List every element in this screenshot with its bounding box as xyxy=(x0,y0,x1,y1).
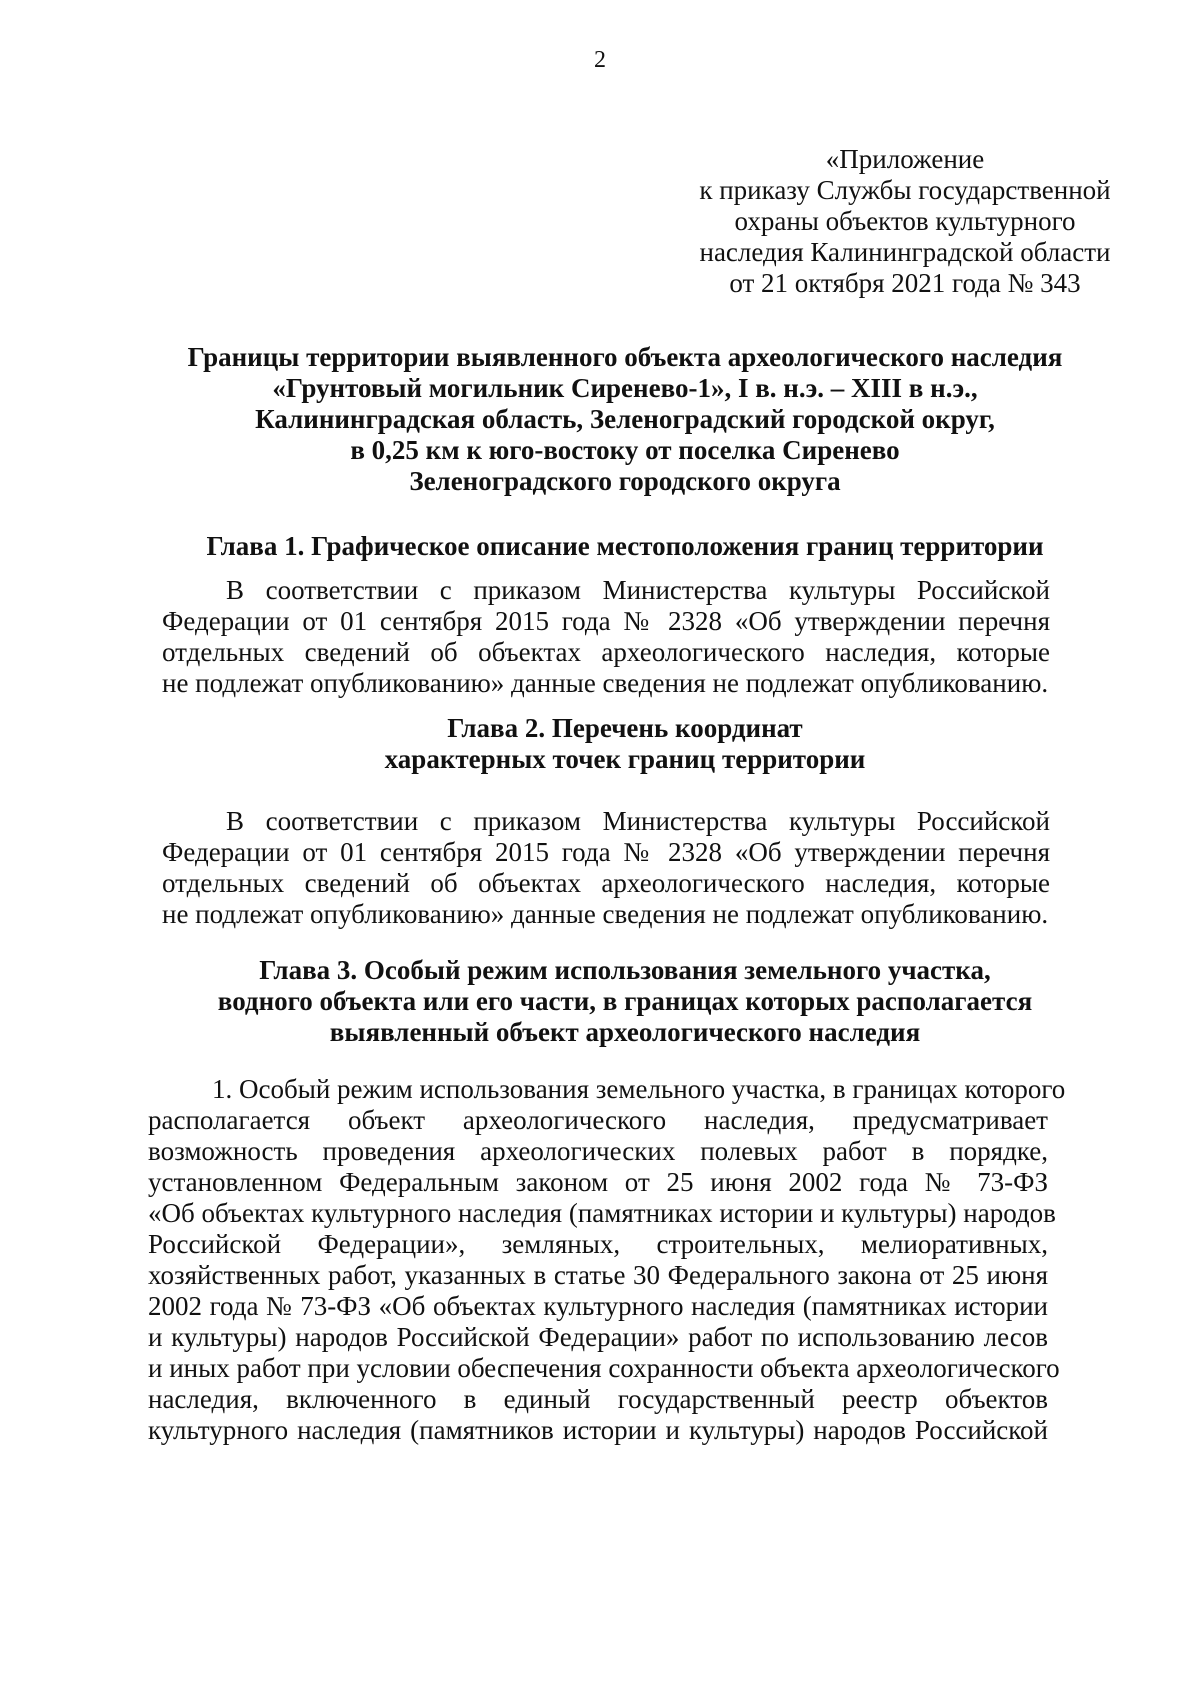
heading-line: Глава 1. Графическое описание местоположения границ территории xyxy=(206,531,1044,561)
heading-line: характерных точек границ территории xyxy=(384,744,866,774)
document-title xyxy=(150,342,1100,497)
heading-line: Глава 3. Особый режим использования земельного участка, xyxy=(259,955,991,985)
chapter-1-heading xyxy=(150,531,1100,562)
appendix-line: от 21 октября 2021 года № 343 xyxy=(729,268,1081,298)
paragraph-line: культурного наследия (памятников истории и культуры) народов Российской xyxy=(148,1415,1048,1445)
heading-line: водного объекта или его части, в границах которых располагается xyxy=(217,986,1033,1016)
appendix-line: «Приложение xyxy=(825,144,985,174)
chapter-1-paragraph xyxy=(162,575,1050,699)
page-number: 2 xyxy=(594,47,606,73)
chapter-3-heading xyxy=(150,955,1100,1048)
paragraph-line: не подлежат опубликованию» данные сведения не подлежат опубликованию. xyxy=(162,899,1049,929)
chapter-3-paragraph xyxy=(148,1074,1066,1446)
title-line: Границы территории выявленного объекта археологического наследия xyxy=(187,342,1063,372)
appendix-header xyxy=(690,144,1120,299)
appendix-line: наследия Калининградской области xyxy=(699,237,1111,267)
title-line: Зеленоградского городского округа xyxy=(409,466,841,496)
title-line: в 0,25 км к юго-востоку от поселка Сиренево xyxy=(350,435,900,465)
paragraph-line: не подлежат опубликованию» данные сведения не подлежат опубликованию. xyxy=(162,668,1049,698)
paragraph-line: хозяйственных работ, указанных в статье 30 Федерального закона от 25 июня xyxy=(148,1260,1048,1290)
paragraph-line: В соответствии с приказом Министерства культуры Российской xyxy=(226,806,1050,836)
heading-line: выявленный объект археологического наследия xyxy=(329,1017,921,1047)
appendix-line: к приказу Службы государственной xyxy=(699,175,1111,205)
paragraph-line: Российской Федерации», земляных, строительных, мелиоративных, xyxy=(148,1229,1048,1259)
paragraph-line: «Об объектах культурного наследия (памятниках истории и культуры) народов xyxy=(148,1198,1056,1228)
paragraph-line: и культуры) народов Российской Федерации» работ по использованию лесов xyxy=(148,1322,1048,1352)
appendix-line: охраны объектов культурного xyxy=(734,206,1076,236)
paragraph-line: 2002 года № 73-ФЗ «Об объектах культурного наследия (памятниках истории xyxy=(148,1291,1048,1321)
paragraph-line: отдельных сведений об объектах археологического наследия, которые xyxy=(162,637,1050,667)
title-line: Калининградская область, Зеленоградский городской округ, xyxy=(255,404,995,434)
paragraph-line: Федерации от 01 сентября 2015 года № 2328 «Об утверждении перечня xyxy=(162,837,1050,867)
paragraph-line: возможность проведения археологических полевых работ в порядке, xyxy=(148,1136,1048,1166)
paragraph-line: установленном Федеральным законом от 25 июня 2002 года № 73-ФЗ xyxy=(148,1167,1048,1197)
paragraph-line: Федерации от 01 сентября 2015 года № 2328 «Об утверждении перечня xyxy=(162,606,1050,636)
chapter-2-paragraph xyxy=(162,806,1050,930)
heading-line: Глава 2. Перечень координат xyxy=(447,713,803,743)
paragraph-line: и иных работ при условии обеспечения сохранности объекта археологического xyxy=(148,1353,1060,1383)
paragraph-line: располагается объект археологического наследия, предусматривает xyxy=(148,1105,1048,1135)
chapter-2-heading xyxy=(150,713,1100,775)
paragraph-line: отдельных сведений об объектах археологического наследия, которые xyxy=(162,868,1050,898)
title-line: «Грунтовый могильник Сиренево-1», I в. н.э. – XIII в н.э., xyxy=(272,373,978,403)
paragraph-line: В соответствии с приказом Министерства культуры Российской xyxy=(226,575,1050,605)
paragraph-line: 1. Особый режим использования земельного участка, в границах которого xyxy=(212,1074,1066,1104)
paragraph-line: наследия, включенного в единый государственный реестр объектов xyxy=(148,1384,1048,1414)
